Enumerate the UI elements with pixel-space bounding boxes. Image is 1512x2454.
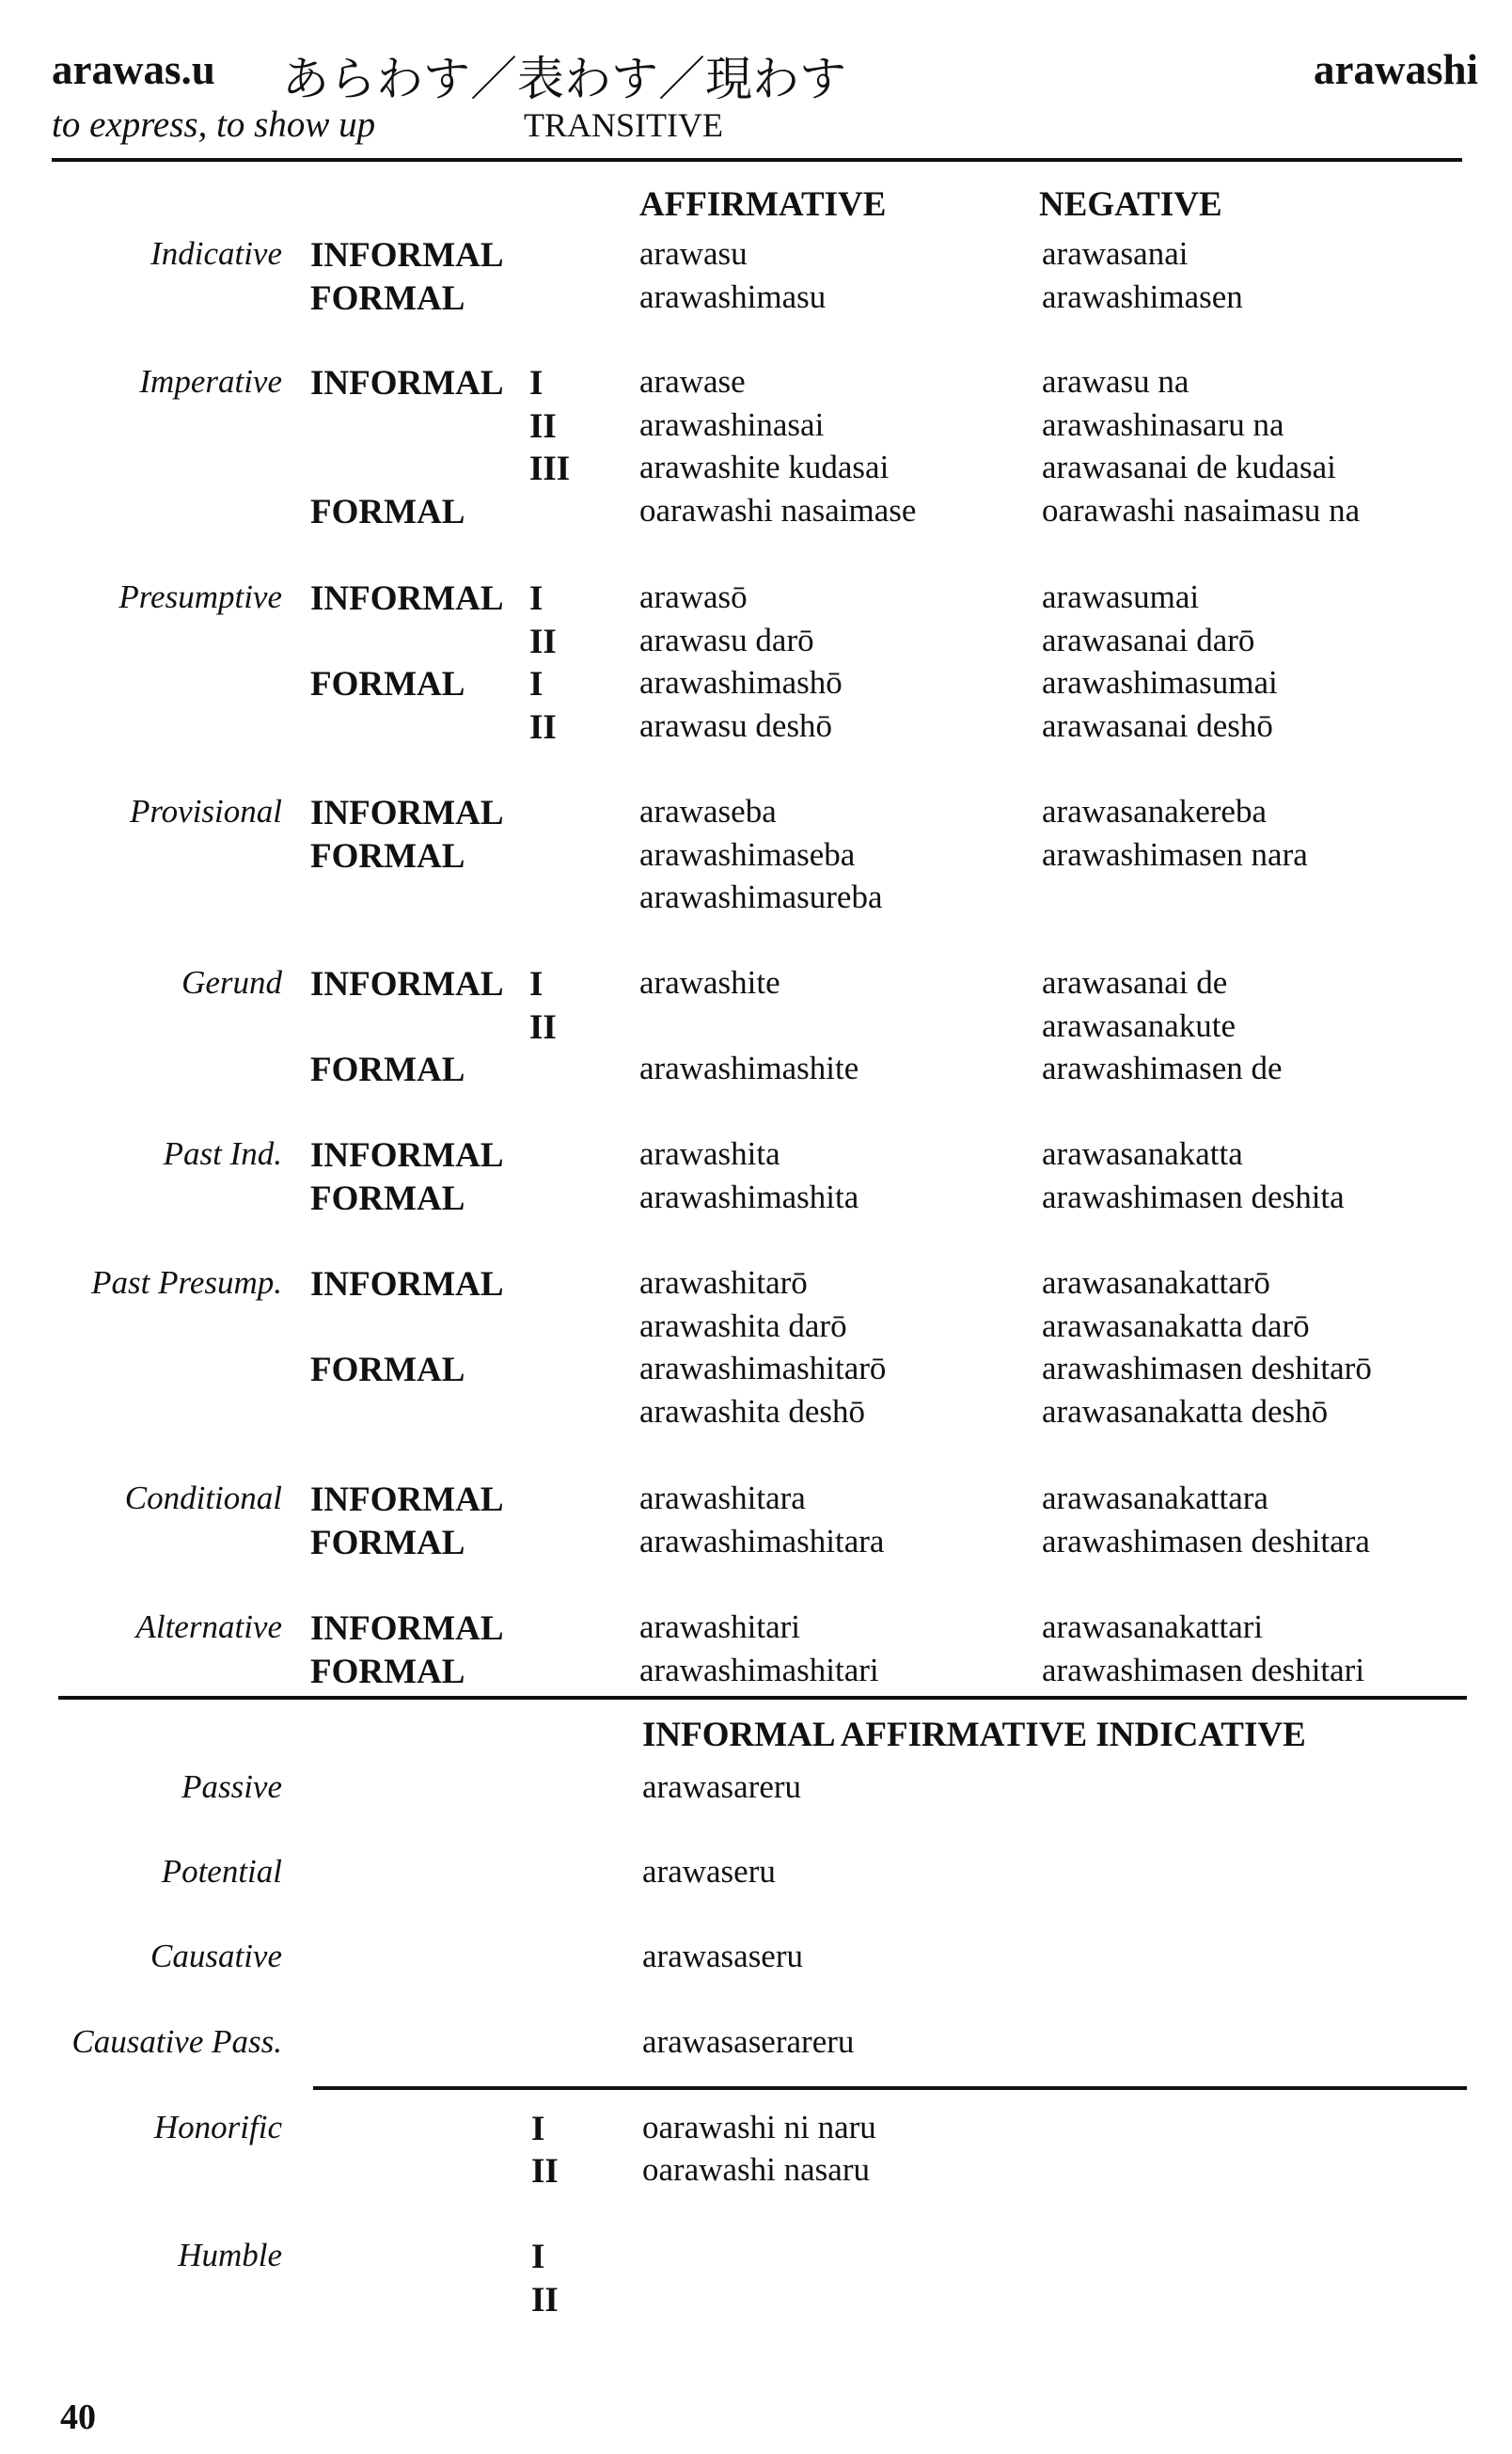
affirmative-form: arawashitara — [639, 1480, 806, 1516]
negative-form: arawasanakattarō — [1042, 1264, 1270, 1301]
verb-stem: arawashi — [1313, 46, 1478, 93]
negative-form: arawashimasumai — [1042, 664, 1278, 701]
affirmative-form: arawashita deshō — [639, 1392, 866, 1430]
affirmative-form: arawasu — [639, 235, 748, 272]
honorific-label: Honorific — [153, 2109, 282, 2145]
affirmative-form: arawashimashitarō — [639, 1350, 887, 1386]
affirmative-form: arawashimashitara — [639, 1522, 885, 1559]
affirmative-form: arawashite — [639, 964, 780, 1001]
negative-form: arawasu na — [1042, 363, 1189, 400]
affirmative-form: arawashimaseba — [639, 835, 856, 873]
negative-form: arawasanai de kudasai — [1042, 449, 1336, 485]
header-rule — [52, 158, 1462, 162]
verb-meaning: to express, to show up — [52, 104, 376, 145]
variant-roman: II — [529, 1007, 557, 1047]
formality-label: FORMAL — [310, 1351, 465, 1389]
negative-form: arawasanakattari — [1042, 1608, 1264, 1645]
variant-roman: I — [529, 965, 543, 1004]
negative-form: arawasanai deshō — [1042, 706, 1273, 744]
passive-form: arawasareru — [642, 1768, 802, 1805]
affirmative-form: arawashita — [639, 1135, 780, 1172]
negative-form: arawasanai darō — [1042, 621, 1255, 658]
formality-label: INFORMAL — [310, 236, 504, 275]
formality-label: INFORMAL — [310, 364, 504, 403]
affirmative-form: arawashimashita — [639, 1178, 859, 1215]
negative-form: arawasanai de — [1042, 964, 1228, 1001]
tense-label: Indicative — [150, 235, 282, 272]
formality-label: INFORMAL — [310, 794, 504, 832]
page-number: 40 — [60, 2398, 96, 2437]
tense-label: Past Ind. — [163, 1135, 282, 1172]
honorific-form-1: oarawashi ni naru — [642, 2109, 876, 2145]
affirmative-form: arawashita darō — [639, 1306, 847, 1344]
formality-label: INFORMAL — [310, 965, 504, 1004]
causative-label: Causative — [150, 1938, 282, 1974]
negative-form: arawashimasen — [1042, 277, 1243, 315]
affirmative-form: arawaseba — [639, 793, 777, 830]
variant-roman: III — [529, 450, 571, 488]
variant-roman: II — [529, 707, 557, 747]
negative-form: arawasanakatta darō — [1042, 1306, 1310, 1344]
formality-label: INFORMAL — [310, 1136, 504, 1175]
negative-form: arawashimasen nara — [1042, 835, 1308, 873]
affirmative-form: arawashimashō — [639, 664, 843, 701]
honorific-rule — [313, 2086, 1467, 2090]
formality-label: FORMAL — [310, 278, 465, 318]
negative-form: arawasumai — [1042, 578, 1200, 615]
negative-form: arawasanakatta — [1042, 1135, 1243, 1172]
variant-roman: I — [529, 364, 543, 403]
negative-form: arawashimasen deshitari — [1042, 1651, 1365, 1688]
negative-form: arawashimasen de — [1042, 1050, 1283, 1086]
negative-form: arawasanai — [1042, 235, 1189, 272]
formality-label: FORMAL — [310, 1179, 465, 1218]
tense-label: Imperative — [139, 363, 282, 400]
formality-label: FORMAL — [310, 665, 465, 704]
tense-label: Conditional — [124, 1480, 282, 1516]
affirmative-form: arawasō — [639, 578, 748, 615]
negative-form: arawasanakattara — [1042, 1480, 1268, 1516]
negative-form: arawashimasen deshitara — [1042, 1522, 1370, 1559]
causative-passive-form: arawasaserareru — [642, 2023, 855, 2060]
formality-label: FORMAL — [310, 1652, 465, 1691]
potential-form: arawaseru — [642, 1853, 776, 1890]
affirmative-form: arawashitarō — [639, 1264, 808, 1301]
verb-kana: あらわす／表わす／現わす — [282, 52, 846, 106]
affirmative-form: arawashimashitari — [639, 1651, 879, 1688]
affirmative-form: arawashimasu — [639, 277, 827, 315]
verb-romaji: arawas.u — [52, 46, 215, 93]
formality-label: INFORMAL — [310, 1480, 504, 1519]
formality-label: INFORMAL — [310, 1265, 504, 1304]
causative-form: arawasaseru — [642, 1938, 804, 1974]
negative-form: oarawashi nasaimasu na — [1042, 491, 1361, 529]
affirmative-form: oarawashi nasaimase — [639, 491, 917, 529]
potential-label: Potential — [161, 1853, 282, 1890]
tense-label: Alternative — [135, 1608, 282, 1645]
affirmative-form: arawasu deshō — [639, 706, 833, 744]
formality-label: INFORMAL — [310, 1609, 504, 1648]
formality-label: FORMAL — [310, 492, 465, 531]
tense-label: Gerund — [181, 964, 282, 1001]
variant-roman: I — [529, 579, 543, 618]
variant-roman: I — [529, 665, 543, 704]
affirmative-form: arawashite kudasai — [639, 449, 890, 485]
causative-passive-label: Causative Pass. — [71, 2023, 282, 2060]
affirmative-form: arawashitari — [639, 1608, 801, 1645]
column-affirmative: AFFIRMATIVE — [639, 185, 887, 224]
honorific-form-2: oarawashi nasaru — [642, 2151, 870, 2188]
negative-form: arawashimasen deshita — [1042, 1178, 1345, 1215]
passive-label: Passive — [181, 1768, 282, 1805]
section-rule — [58, 1696, 1467, 1700]
affirmative-form: arawashinasai — [639, 405, 825, 443]
tense-label: Presumptive — [118, 578, 282, 615]
formality-label: INFORMAL — [310, 579, 504, 618]
tense-label: Past Presump. — [91, 1264, 282, 1301]
honorific-roman-2: II — [531, 2152, 559, 2191]
affirmative-form: arawasu darō — [639, 621, 814, 658]
column-negative: NEGATIVE — [1039, 185, 1222, 224]
negative-form: arawasanakereba — [1042, 793, 1267, 830]
honorific-roman-1: I — [531, 2110, 545, 2148]
formality-label: FORMAL — [310, 1523, 465, 1562]
negative-form: arawashinasaru na — [1042, 405, 1284, 443]
variant-roman: II — [529, 622, 557, 661]
formality-label: FORMAL — [310, 1051, 465, 1089]
tense-label: Provisional — [129, 793, 282, 830]
humble-roman-1: I — [531, 2238, 545, 2276]
variant-roman: II — [529, 406, 557, 446]
informal-affirmative-heading: INFORMAL AFFIRMATIVE INDICATIVE — [642, 1716, 1306, 1754]
verb-transitivity: TRANSITIVE — [524, 106, 723, 144]
negative-form: arawasanakatta deshō — [1042, 1392, 1329, 1430]
negative-form: arawasanakute — [1042, 1006, 1236, 1044]
negative-form: arawashimasen deshitarō — [1042, 1350, 1372, 1386]
formality-label: FORMAL — [310, 836, 465, 876]
humble-label: Humble — [178, 2237, 282, 2273]
affirmative-form: arawashimasureba — [639, 879, 883, 915]
affirmative-form: arawase — [639, 363, 746, 400]
humble-roman-2: II — [531, 2281, 559, 2319]
affirmative-form: arawashimashite — [639, 1050, 859, 1086]
